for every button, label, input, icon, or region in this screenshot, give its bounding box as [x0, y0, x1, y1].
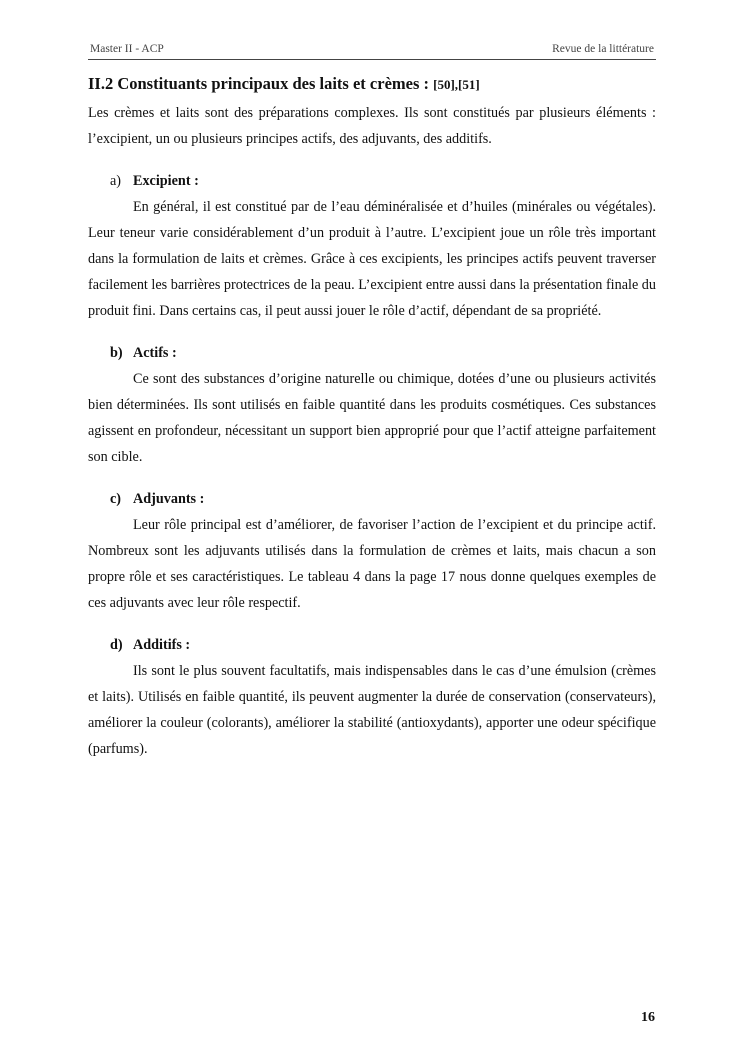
section-title-text: II.2 Constituants principaux des laits et crèmes : [88, 74, 429, 93]
subsection-heading [88, 168, 656, 194]
subsection-letter: a) [110, 173, 122, 189]
page-number: 16 [641, 1010, 655, 1025]
subsection-title: Excipient : [133, 173, 199, 189]
subsection-paragraph: Leur rôle principal est d’améliorer, de favoriser l’action de l’excipient et du principe actif. Nombreux sont les adjuvants utilisés dans la formulation de crèmes et laits, mais chacun a son propre rôle et ses caractéristiques. Le tableau 4 dans la page 17 nous donne quelques exemples de ces adjuvants avec leur rôle respectif. [88, 517, 656, 611]
subsection-letter: b) [110, 345, 123, 361]
subsection-heading [88, 340, 656, 366]
subsection-heading [88, 486, 656, 512]
section-references: [50],[51] [433, 77, 480, 92]
subsection-excipient [88, 168, 656, 324]
subsection-heading [88, 632, 656, 658]
subsection-letter: d) [110, 637, 123, 653]
subsection-additifs [88, 632, 656, 762]
page-header [88, 41, 656, 60]
subsection-paragraph: En général, il est constitué par de l’eau déminéralisée et d’huiles (minérales ou végétales). Leur teneur varie considérablement d’un produit à l’autre. L’excipient joue un rôle très important dans la formulation de laits et crèmes. Grâce à ces excipients, les principes actifs peuvent traverser facilement les barrières protectrices de la peau. L’excipient entre aussi dans la présentation finale du produit fini. Dans certains cas, il peut aussi jouer le rôle d’actif, dépendant de sa propriété. [88, 199, 656, 319]
subsection-title: Additifs : [133, 637, 191, 653]
section-intro-paragraph: Les crèmes et laits sont des préparations complexes. Ils sont constitués par plusieurs éléments : l’excipient, un ou plusieurs principes actifs, des adjuvants, des additifs. [88, 105, 656, 147]
subsection-paragraph: Ils sont le plus souvent facultatifs, mais indispensables dans le cas d’une émulsion (crèmes et laits). Utilisés en faible quantité, ils peuvent augmenter la durée de conservation (conservateurs), améliorer la couleur (colorants), améliorer la stabilité (antioxydants), apporter une odeur spécifique (parfums). [88, 663, 656, 757]
header-chapter-label: Revue de la littérature [552, 43, 654, 55]
subsection-adjuvants [88, 486, 656, 616]
page-content [88, 73, 656, 762]
subsection-paragraph: Ce sont des substances d’origine naturelle ou chimique, dotées d’une ou plusieurs activités bien déterminées. Ils sont utilisés en faible quantité dans les produits cosmétiques. Ces substances agissent en profondeur, nécessitant un support bien approprié pour que l’actif atteigne parfaitement son cible. [88, 371, 656, 465]
subsection-title: Adjuvants : [133, 491, 205, 507]
subsection-actifs [88, 340, 656, 470]
subsection-title: Actifs : [133, 345, 177, 361]
header-course-label: Master II - ACP [90, 43, 164, 55]
section-title [88, 73, 656, 96]
subsection-letter: c) [110, 491, 122, 507]
